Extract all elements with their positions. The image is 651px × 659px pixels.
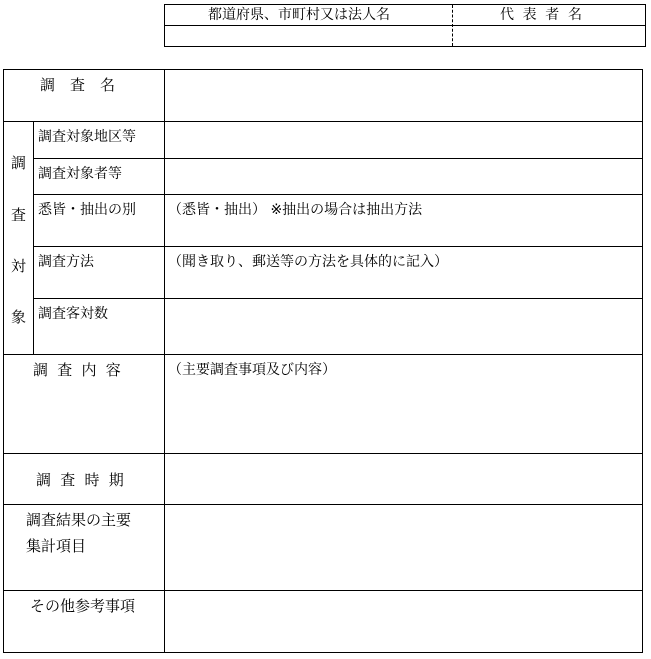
survey-method-field[interactable] bbox=[166, 273, 641, 297]
survey-target-char-3: 対 bbox=[11, 257, 27, 275]
method-type-hint: （悉皆・抽出） ※抽出の場合は抽出方法 bbox=[168, 202, 423, 218]
other-reference-field[interactable] bbox=[166, 592, 641, 651]
method-type-field[interactable] bbox=[166, 221, 641, 245]
survey-target-char-2: 査 bbox=[11, 206, 27, 224]
result-items-field[interactable] bbox=[166, 506, 641, 589]
result-items-label-line2: 集計項目 bbox=[26, 537, 87, 555]
survey-name-label: 調 査 名 bbox=[40, 76, 116, 94]
survey-method-hint: （聞き取り、郵送等の方法を具体的に記入） bbox=[168, 254, 448, 270]
respondent-count-label: 調査客対数 bbox=[38, 306, 108, 322]
survey-name-field[interactable] bbox=[166, 71, 641, 120]
applicant-name-field[interactable] bbox=[166, 27, 451, 45]
target-persons-field[interactable] bbox=[166, 160, 641, 193]
survey-target-char-1: 調 bbox=[11, 154, 27, 172]
survey-content-label: 調 査 内 容 bbox=[33, 361, 124, 379]
representative-name-field[interactable] bbox=[454, 27, 644, 45]
survey-target-char-4: 象 bbox=[11, 308, 27, 326]
respondent-count-field[interactable] bbox=[166, 300, 641, 353]
survey-content-hint: （主要調査事項及び内容） bbox=[168, 362, 336, 378]
survey-period-field[interactable] bbox=[166, 455, 641, 503]
representative-name-label: 代 表 者 名 bbox=[500, 7, 585, 23]
survey-content-field[interactable] bbox=[166, 382, 641, 452]
method-type-label: 悉皆・抽出の別 bbox=[38, 202, 136, 218]
survey-method-label: 調査方法 bbox=[38, 254, 94, 270]
applicant-name-label: 都道府県、市町村又は法人名 bbox=[208, 7, 390, 23]
other-reference-label: その他参考事項 bbox=[30, 597, 136, 615]
result-items-label-line1: 調査結果の主要 bbox=[26, 511, 132, 529]
target-area-field[interactable] bbox=[166, 123, 641, 157]
survey-period-label: 調 査 時 期 bbox=[36, 471, 127, 489]
target-area-label: 調査対象地区等 bbox=[38, 129, 136, 145]
target-persons-label: 調査対象者等 bbox=[38, 166, 122, 182]
